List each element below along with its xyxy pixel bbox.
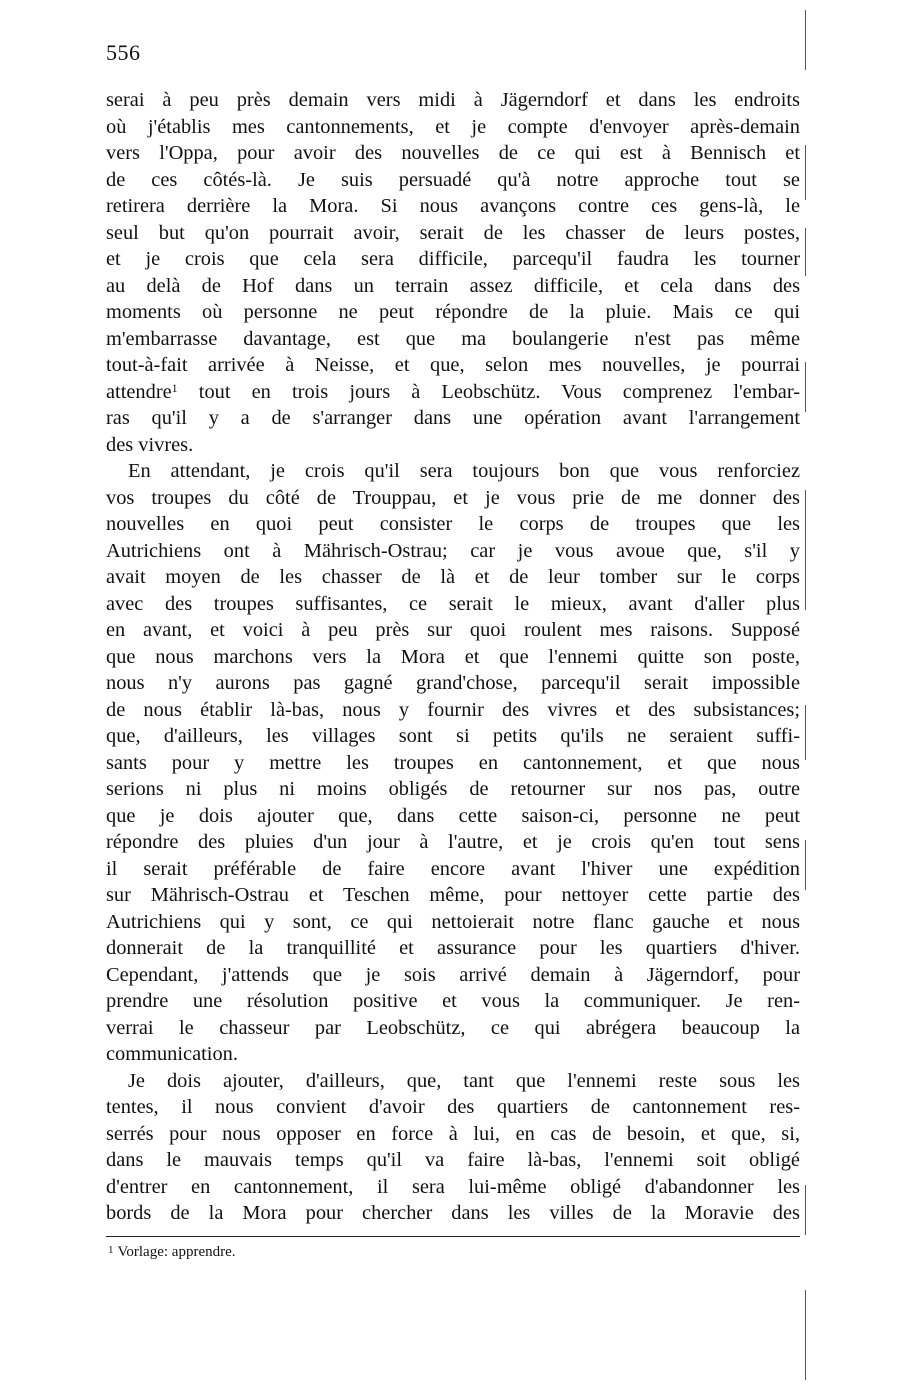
footnote — [108, 1240, 236, 1262]
text-line: sants pour y mettre les troupes en cantonnement, et que nous — [106, 751, 800, 774]
text-line: seul but qu'on pourrait avoir, serait de les chasser de leurs postes, — [106, 221, 800, 244]
footnote-text: Vorlage: apprendre. — [117, 1244, 236, 1260]
text-line: de nous établir là-bas, nous y fournir des vivres et des subsistances; — [106, 698, 800, 721]
text-line: nouvelles en quoi peut consister le corps de troupes que les — [106, 513, 800, 535]
text-line: que nous marchons vers la Mora et que l'ennemi quitte son poste, — [106, 645, 800, 668]
paragraph-2 — [106, 458, 800, 1068]
text-line: Je dois ajouter, d'ailleurs, que, tant que l'ennemi reste sous les — [128, 1069, 800, 1092]
text-line: donnerait de la tranquillité et assurance pour les quartiers d'hiver. — [106, 937, 800, 959]
text-line: ras qu'il y a de s'arranger dans une opération avant l'arrangement — [106, 407, 800, 429]
margin-scan-line — [805, 840, 806, 890]
text-line: vos troupes du côté de Trouppau, et je vous prie de me donner des — [106, 486, 800, 509]
text-line: avait moyen de les chasser de là et de leur tomber sur le corps — [106, 566, 800, 588]
text-line: avec des troupes suffisantes, ce serait le mieux, avant d'aller plus — [106, 592, 800, 615]
body-text — [106, 87, 800, 1227]
text-line: bords de la Mora pour chercher dans les villes de la Moravie des — [106, 1202, 800, 1224]
text-line: et je crois que cela sera difficile, parcequ'il faudra les tourner — [106, 248, 800, 270]
text-line: tentes, il nous convient d'avoir des quartiers de cantonnement res- — [106, 1096, 800, 1118]
margin-scan-line — [805, 10, 806, 70]
text-line-rest: tout en trois jours à Leobschütz. Vous comprenez l'embar- — [198, 380, 800, 403]
text-line: des vivres. — [106, 433, 194, 456]
paragraph-3 — [106, 1068, 800, 1227]
text-line: vers l'Oppa, pour avoir des nouvelles de ce qui est à Bennisch et — [106, 142, 800, 164]
text-line: de ces côtés-là. Je suis persuadé qu'à notre approche tout se — [106, 168, 800, 191]
footnote-ref-word: attendre — [106, 380, 172, 403]
text-line: serrés pour nous opposer en force à lui, en cas de besoin, et que, si, — [106, 1122, 800, 1145]
margin-scan-line — [805, 362, 806, 412]
footnote-separator — [106, 1236, 800, 1237]
text-line: En attendant, je crois qu'il sera toujours bon que vous renforciez — [128, 460, 800, 482]
text-line: prendre une résolution positive et vous la communiquer. Je ren- — [106, 990, 800, 1012]
text-line: m'embarrasse davantage, est que ma boulangerie n'est pas même — [106, 327, 800, 350]
page-number: 556 — [106, 40, 141, 65]
text-line: Autrichiens qui y sont, ce qui nettoierait notre flanc gauche et nous — [106, 910, 800, 933]
text-line: il serait préférable de faire encore avant l'hiver une expédition — [106, 857, 800, 880]
text-line: sur Mährisch-Ostrau et Teschen même, pour nettoyer cette partie des — [106, 884, 800, 906]
margin-scan-line — [805, 145, 806, 200]
text-line: au delà de Hof dans un terrain assez difficile, et cela dans des — [106, 274, 800, 297]
text-line: dans le mauvais temps qu'il va faire là-bas, l'ennemi soit obligé — [106, 1149, 800, 1171]
text-line: retirera derrière la Mora. Si nous avançons contre ces gens-là, le — [106, 195, 800, 217]
text-line: que je dois ajouter que, dans cette saison-ci, personne ne peut — [106, 804, 800, 827]
margin-scan-line — [805, 228, 806, 276]
text-line: verrai le chasseur par Leobschütz, ce qui abrégera beaucoup la — [106, 1016, 800, 1039]
text-line: d'entrer en cantonnement, il sera lui-même obligé d'abandonner les — [106, 1175, 800, 1198]
text-line-with-footnote — [106, 379, 800, 406]
margin-scan-line — [805, 1290, 806, 1380]
paragraph-1 — [106, 87, 800, 458]
margin-scan-line — [805, 1185, 806, 1235]
text-line: serai à peu près demain vers midi à Jägerndorf et dans les endroits — [106, 89, 800, 111]
text-line: en avant, et voici à peu près sur quoi roulent mes raisons. Supposé — [106, 619, 800, 641]
footnote-mark: 1 — [108, 1244, 114, 1256]
text-line: Autrichiens ont à Mährisch-Ostrau; car je vous avoue que, s'il y — [106, 539, 800, 562]
text-line: répondre des pluies d'un jour à l'autre, et je crois qu'en tout sens — [106, 831, 800, 853]
text-line: que, d'ailleurs, les villages sont si petits qu'ils ne seraient suffi- — [106, 725, 800, 747]
text-line: serions ni plus ni moins obligés de retourner sur nos pas, outre — [106, 778, 800, 800]
margin-scan-line — [805, 705, 806, 760]
text-line: où j'établis mes cantonnements, et je compte d'envoyer après-demain — [106, 115, 800, 138]
text-line: nous n'y aurons pas gagné grand'chose, parcequ'il serait impossible — [106, 672, 800, 694]
text-line: tout-à-fait arrivée à Neisse, et que, selon mes nouvelles, je pourrai — [106, 354, 800, 376]
text-line: Cependant, j'attends que je sois arrivé demain à Jägerndorf, pour — [106, 963, 800, 986]
margin-scan-line — [805, 490, 806, 610]
text-line: communication. — [106, 1043, 238, 1065]
footnote-ref-mark: 1 — [171, 380, 178, 395]
text-line: moments où personne ne peut répondre de la pluie. Mais ce qui — [106, 301, 800, 323]
